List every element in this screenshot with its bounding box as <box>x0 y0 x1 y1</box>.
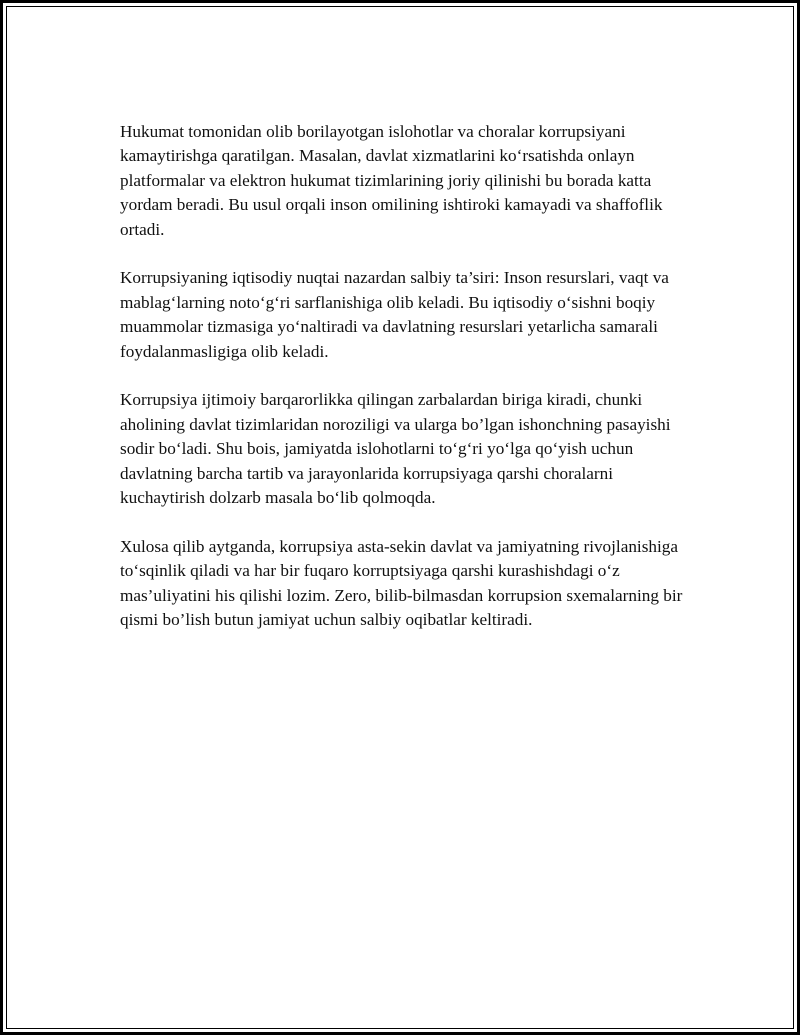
document-body <box>120 120 700 657</box>
paragraph-islohotlar: Hukumat tomonidan olib borilayotgan islohotlar va choralar korrupsiyani kamaytirishga qaratilgan. Masalan, davlat xizmatlarini ko‘rsatishda onlayn platformalar va elektron hukumat tizimlarining joriy qilinishi bu borada katta yordam beradi. Bu usul orqali inson omilining ishtiroki kamayadi va shaffoflik ortadi. <box>120 122 663 239</box>
paragraph-iqtisodiy-tasir: Korrupsiyaning iqtisodiy nuqtai nazardan salbiy ta’siri: Inson resurslari, vaqt va mablag‘larning noto‘g‘ri sarflanishiga olib keladi. Bu iqtisodiy o‘sishni boqiy muammolar tizmasiga yo‘naltiradi va davlatning resurslari yetarlicha samarali foydalanmasligiga olib keladi. <box>120 268 669 361</box>
paragraph-xulosa: Xulosa qilib aytganda, korrupsiya asta-sekin davlat va jamiyatning rivojlanishiga to‘sqinlik qiladi va har bir fuqaro korruptsiyaga qarshi kurashishdagi o‘z mas’uliyatini his qilishi lozim. Zero, bilib-bilmasdan korrupsion sxemalarning bir qismi bo’lish butun jamiyat uchun salbiy oqibatlar keltiradi. <box>120 536 683 630</box>
paragraph-ijtimoiy-barqarorlik: Korrupsiya ijtimoiy barqarorlikka qilingan zarbalardan biriga kiradi, chunki aholining davlat tizimlaridan noroziligi va ularga bo’lgan ishonchning pasayishi sodir bo‘ladi. Shu bois, jamiyatda islohotlarni to‘g‘ri yo‘lga qo‘yish uchun davlatning barcha tartib va jarayonlarida korrupsiyaga qarshi choralarni kuchaytirish dolzarb masala bo‘lib qolmoqda. <box>120 390 671 508</box>
